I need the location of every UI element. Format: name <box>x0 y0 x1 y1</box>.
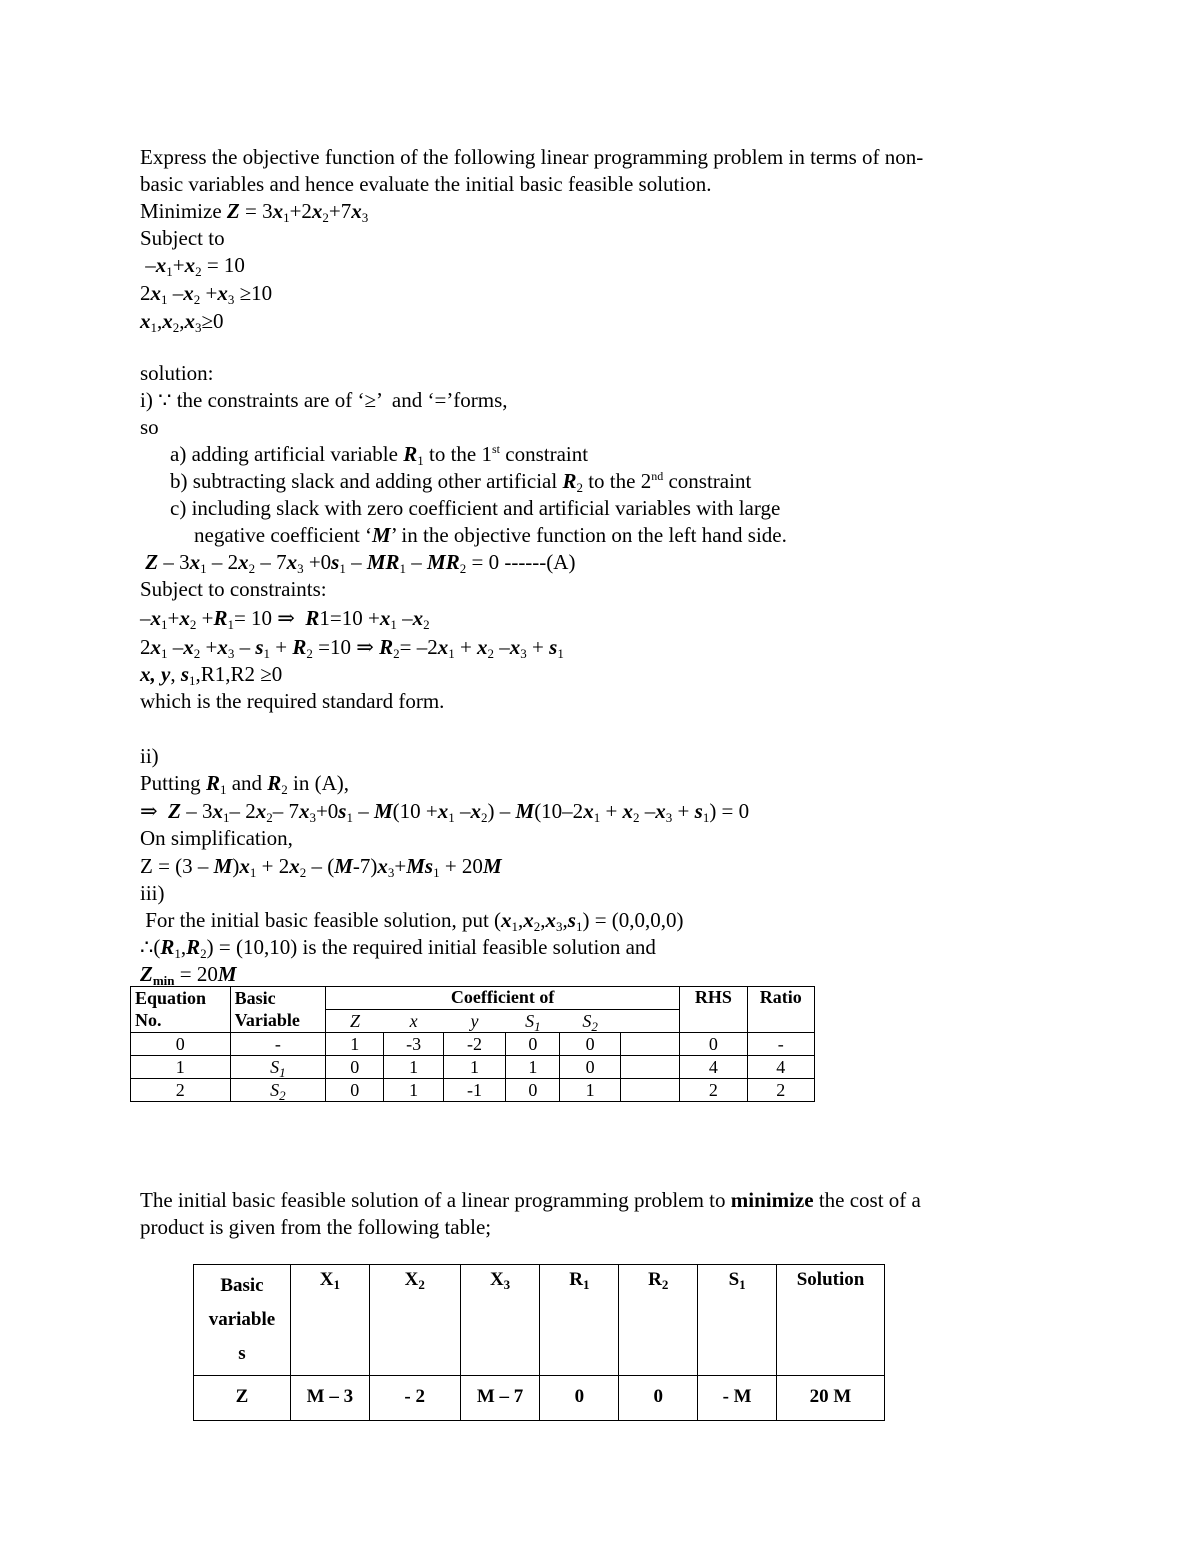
cell-value: -3 <box>384 1033 443 1056</box>
cell-value: 0 <box>619 1376 698 1421</box>
cell-value: 20 M <box>777 1376 885 1421</box>
step-c-line-2: negative coefficient ‘M’ in the objective function on the left hand side. <box>194 523 787 547</box>
cell-value: -1 <box>443 1079 505 1102</box>
part2-line-1: The initial basic feasible solution of a linear programming problem to minimize the cost of a <box>140 1188 921 1212</box>
step-1: i) ∵ the constraints are of ‘≥’ and ‘=’forms, <box>140 388 508 412</box>
simplex-table-1 <box>130 986 815 1102</box>
cell-basic: $S_1$ <box>230 1056 326 1079</box>
cell-ratio: 2 <box>747 1079 814 1102</box>
header-solution: Solution <box>777 1265 885 1376</box>
header-r2: $R_2$ <box>619 1265 698 1376</box>
cell-value: 0 <box>506 1079 560 1102</box>
cell-value: 0 <box>560 1056 620 1079</box>
ibfs-line: For the initial basic feasible solution, put $(x_1,x_2,x_3,s_1) = (0,0,0,0)$ <box>140 908 684 934</box>
cell-value: 1 <box>506 1056 560 1079</box>
step-ii-label: ii) <box>140 744 159 768</box>
cell-rhs: 0 <box>680 1033 747 1056</box>
cell-ratio: 4 <box>747 1056 814 1079</box>
cell-value: 1 <box>384 1056 443 1079</box>
table-row <box>131 1056 815 1079</box>
header-ratio: Ratio <box>747 987 814 1033</box>
putting-line: Putting $R_1$ and $R_2$ in (A), <box>140 771 350 797</box>
cell-value: M – 7 <box>460 1376 540 1421</box>
header-coefficient-of: Coefficient of <box>326 987 680 1010</box>
step-b: b) subtracting slack and adding other artificial $R_2$ to the 2nd constraint <box>170 469 752 495</box>
initial-bfs-table <box>193 1264 885 1421</box>
header-s1: $S_1$ <box>698 1265 777 1376</box>
simplification-label: On simplification, <box>140 826 293 850</box>
intro-line-2: basic variables and hence evaluate the initial basic feasible solution. <box>140 172 712 196</box>
cell-eq: 1 <box>131 1056 231 1079</box>
step-c-line-1: c) including slack with zero coefficient and artificial variables with large <box>170 496 781 520</box>
cell-basic: $S_2$ <box>230 1079 326 1102</box>
header-x1: $X_1$ <box>290 1265 369 1376</box>
step-a: a) adding artificial variable $R_1$ to the 1st constraint <box>170 442 589 468</box>
subject-to-label: Subject to <box>140 226 225 250</box>
cell-basic: Z <box>194 1376 291 1421</box>
constraint-1: $-x_1+x_2 = 10$ <box>140 253 245 279</box>
cell-value <box>620 1033 679 1056</box>
cell-value: - 2 <box>369 1376 460 1421</box>
cell-value <box>620 1079 679 1102</box>
constraint-2: $2x_1$ $-x_2 +x_3 \ge 10$ <box>140 281 273 307</box>
col-blank <box>620 1010 679 1033</box>
std-non-negativity: x, y, $s_1,R1,R2 \ge 0$ <box>140 662 283 688</box>
substitution-line: ⇒ Z – $3x_1-$ $2x_2-$ $7x_3+0s_1 - M(10 +x_1$ $-x_2) - M(10-2x_1 + x_2$ $-x_3 + s_1) = 0$ <box>140 799 750 825</box>
header-basic-variables-line-2: variable <box>208 1309 276 1330</box>
cell-value: 0 <box>506 1033 560 1056</box>
col-y: y <box>443 1010 505 1033</box>
cell-value: 1 <box>443 1056 505 1079</box>
header-x3: $X_3$ <box>460 1265 540 1376</box>
non-negativity: $x_1,x_2,x_3\ge 0$ <box>140 309 224 335</box>
zmin-line: $Z_{min} = 20M$ <box>140 962 237 988</box>
std-constraint-2: $2x_1$ $-x_2 +x_3 - s_1 + R_2 =10$ ⇒ $R_2= -2x_1 + x_2$ $-x_3 + s_1$ <box>140 635 564 661</box>
header-rhs: RHS <box>680 987 747 1033</box>
cell-value: 0 <box>560 1033 620 1056</box>
header-x2: $X_2$ <box>369 1265 460 1376</box>
cell-basic: - <box>230 1033 326 1056</box>
col-x: x <box>384 1010 443 1033</box>
header-basic-variable: Basic Variable <box>230 987 326 1033</box>
standard-form-label: which is the required standard form. <box>140 689 445 713</box>
header-r1: $R_1$ <box>540 1265 619 1376</box>
table-row <box>131 1033 815 1056</box>
equation-a: $Z - 3x_1 - 2x_2 - 7x_3 +0s_1 - MR_1 - MR_2 = 0$ ------(A) <box>145 550 576 576</box>
cell-value: 0 <box>540 1376 619 1421</box>
cell-value: 0 <box>326 1056 384 1079</box>
cell-rhs: 2 <box>680 1079 747 1102</box>
objective-function: Minimize $Z = 3x_1+2x_2+7x_3$ <box>140 199 369 225</box>
col-s1: $S_1$ <box>506 1010 560 1033</box>
header-basic-variables-line-1: Basic <box>220 1275 264 1296</box>
cell-ratio: - <box>747 1033 814 1056</box>
solution-label: solution: <box>140 361 214 385</box>
std-constraint-1: $-x_1+x_2 +R_1= 10$ ⇒ $R1=10 +x_1$ $-x_2$ <box>140 606 430 632</box>
cell-value <box>620 1056 679 1079</box>
cell-value: 1 <box>560 1079 620 1102</box>
cell-value: - M <box>698 1376 777 1421</box>
step-iii-label: iii) <box>140 881 165 905</box>
subject-to-constraints: Subject to constraints: <box>140 577 327 601</box>
col-s2: $S_2$ <box>560 1010 620 1033</box>
table-row <box>131 1079 815 1102</box>
header-equation-no: Equation No. <box>131 987 231 1033</box>
cell-eq: 2 <box>131 1079 231 1102</box>
simplified-objective: $Z = (3 - M)x_1 + 2x_2 - (M-7)x_3+Ms_1 + 20M$ <box>140 854 502 880</box>
cell-rhs: 4 <box>680 1056 747 1079</box>
required-solution-line: $\therefore(R_1,R_2) = (10,10)$ is the required initial feasible solution and <box>140 935 656 961</box>
intro-line-1: Express the objective function of the following linear programming problem in terms of non- <box>140 145 924 169</box>
cell-value: 0 <box>326 1079 384 1102</box>
header-basic-variables <box>194 1265 291 1376</box>
part2-line-2: product is given from the following table; <box>140 1215 492 1239</box>
table-row <box>194 1376 885 1421</box>
cell-eq: 0 <box>131 1033 231 1056</box>
cell-value: M – 3 <box>290 1376 369 1421</box>
cell-value: -2 <box>443 1033 505 1056</box>
so-label: so <box>140 415 159 439</box>
cell-value: 1 <box>384 1079 443 1102</box>
col-z: Z <box>326 1010 384 1033</box>
header-basic-variables-line-3: s <box>238 1343 246 1364</box>
cell-value: 1 <box>326 1033 384 1056</box>
